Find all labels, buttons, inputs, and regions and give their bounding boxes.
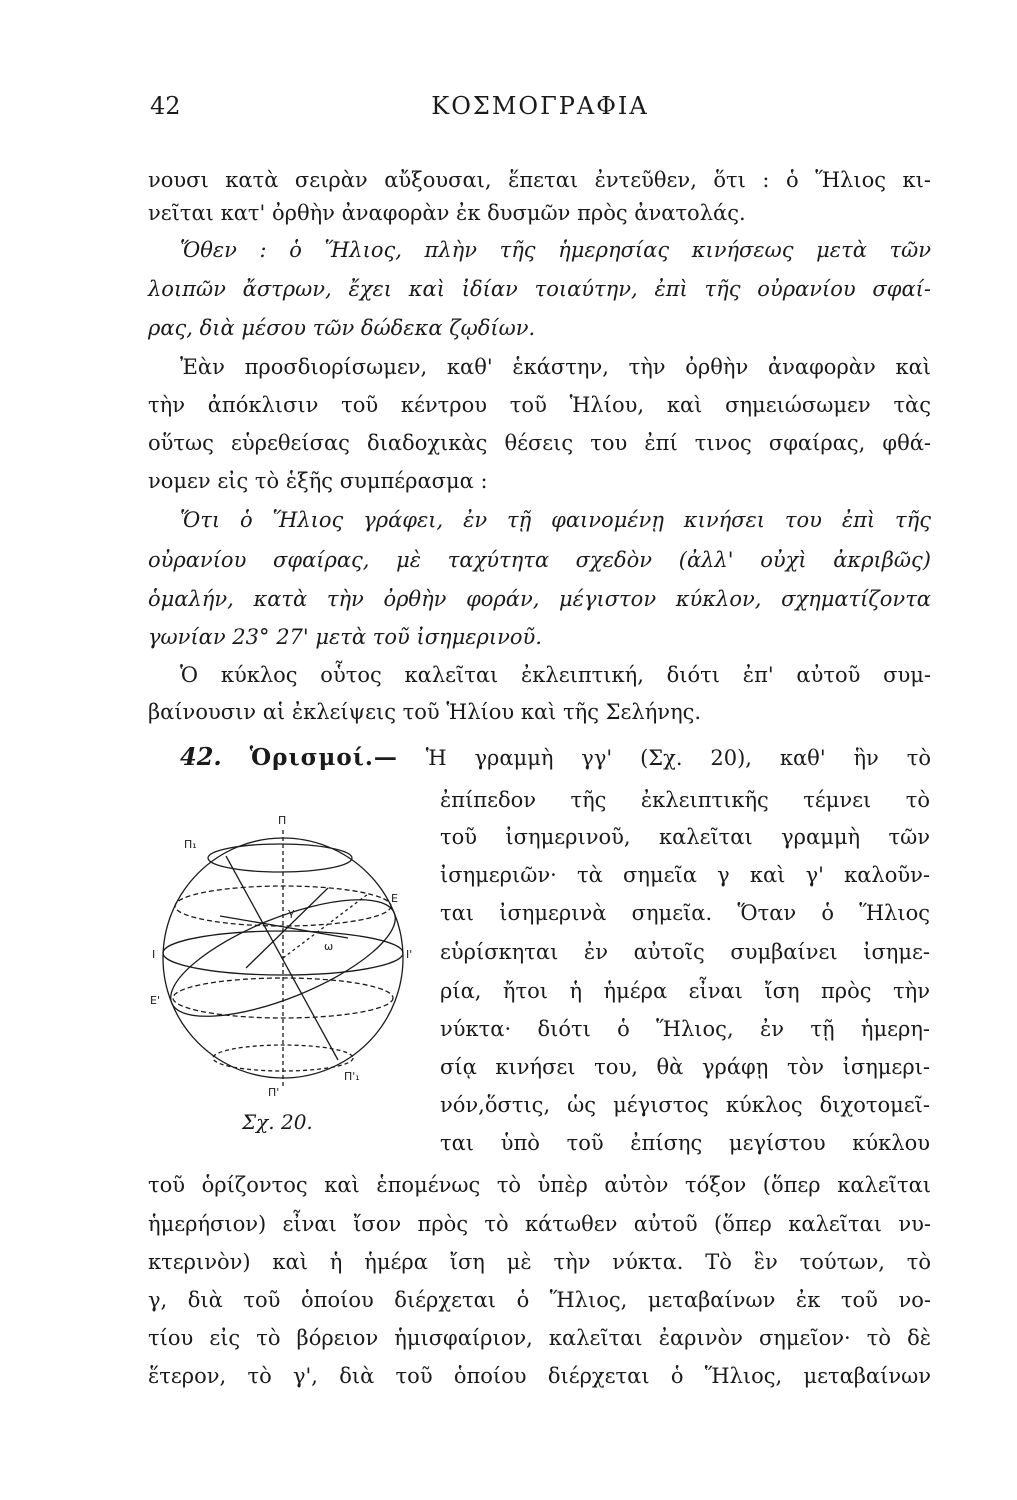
text-line: τίου εἰς τὸ βόρειον ἡμισφαίριον, καλεῖται ἐαρινὸν σημεῖον· τὸ δὲ <box>148 1326 931 1350</box>
page-header <box>150 92 930 132</box>
label-p: Π <box>278 814 287 827</box>
text-line: σίᾳ κινήσει του, θὰ γράφῃ τὸν ἰσημερι- <box>440 1055 930 1079</box>
section-title: Ὁρισμοί.— <box>249 744 398 771</box>
section-heading-line <box>180 742 931 773</box>
label-e: Ε <box>391 892 398 905</box>
label-p-prime: Π' <box>268 1086 280 1098</box>
text-line: βαίνουσιν αἱ ἐκλείψεις τοῦ Ἡλίου καὶ τῆς Σελήνης. <box>148 700 702 724</box>
text-line: Ὅτι ὁ Ἥλιος γράφει, ἐν τῇ φαινομένῃ κινήσει του ἐπὶ τῆς <box>180 508 931 532</box>
label-i-prime: Ι' <box>406 948 413 961</box>
text-line: οὐρανίου σφαίρας, μὲ ταχύτητα σχεδὸν (ἀλλ' οὐχὶ ἀκριβῶς) <box>148 548 931 572</box>
section-number: 42. <box>180 742 222 771</box>
label-e-prime: Ε' <box>150 994 160 1007</box>
text-line: Ἐὰν προσδιορίσωμεν, καθ' ἑκάστην, τὴν ὀρθὴν ἀναφορὰν καὶ <box>180 355 931 379</box>
text-line: ἕτερον, τὸ γ', διὰ τοῦ ὁποίου διέρχεται ὁ Ἥλιος, μεταβαίνων <box>148 1364 931 1388</box>
text-line: Ὅθεν : ὁ Ἥλιος, πλὴν τῆς ἡμερησίας κινήσεως μετὰ τῶν <box>180 238 931 262</box>
text-line: ἐπίπεδον τῆς ἐκλειπτικῆς τέμνει τὸ <box>440 788 930 812</box>
text-line: οὕτως εὑρεθείσας διαδοχικὰς θέσεις του ἐπί τινος σφαίρας, φθά- <box>148 431 931 455</box>
text-line: λοιπῶν ἄστρων, ἔχει καὶ ἰδίαν τοιαύτην, ἐπὶ τῆς οὐρανίου σφαί- <box>148 277 931 301</box>
running-title: ΚΟΣΜΟΓΡΑΦΙΑ <box>431 92 649 120</box>
figure-caption: Σχ. 20. <box>242 1110 313 1134</box>
text-line: ἰσημεριῶν· τὰ σημεῖα γ καὶ γ' καλοῦν- <box>440 863 930 887</box>
upper-circle <box>208 844 352 872</box>
ecliptic-circle <box>175 886 391 926</box>
text-line: νομεν εἰς τὸ ἑξῆς συμπέρασμα : <box>148 469 488 493</box>
chord-line <box>220 916 348 938</box>
label-gamma: γ <box>288 906 295 919</box>
text-line: γ, διὰ τοῦ ὁποίου διέρχεται ὁ Ἥλιος, μεταβαίνων ἐκ τοῦ νο- <box>148 1288 931 1312</box>
text-line: ὁμαλήν, κατὰ τὴν ὀρθὴν φοράν, μέγιστον κύκλον, σχηματίζοντα <box>148 587 931 611</box>
text-line: εὑρίσκηται ἐν αὐτοῖς συμβαίνει ἰσημε- <box>440 940 930 964</box>
radius-line <box>246 888 328 968</box>
text-line: νουσι κατὰ σειρὰν αὔξουσαι, ἕπεται ἐντεῦθεν, ὅτι : ὁ Ἥλιος κι- <box>148 168 931 192</box>
text-line: ται ὑπὸ τοῦ ἐπίσης μεγίστου κύκλου <box>440 1131 930 1155</box>
text-line: ρας, διὰ μέσου τῶν δώδεκα ζῳδίων. <box>148 316 536 340</box>
text-line: ἡμερήσιον) εἶναι ἴσον πρὸς τὸ κάτωθεν αὐτοῦ (ὅπερ καλεῖται νυ- <box>148 1212 931 1236</box>
text-line: νεῖται κατ' ὀρθὴν ἀναφορὰν ἐκ δυσμῶν πρὸς ἀνατολάς. <box>148 201 746 225</box>
label-p1: Π₁ <box>184 838 197 851</box>
text-line: νύκτα· διότι ὁ Ἥλιος, ἐν τῇ ἡμερη- <box>440 1017 930 1041</box>
text-line: κτερινὸν) καὶ ἡ ἡμέρα ἴση μὲ τὴν νύκτα. Τὸ ἓν τούτων, τὸ <box>148 1250 931 1274</box>
celestial-sphere-figure <box>148 808 418 1098</box>
label-p1-prime: Π'₁ <box>344 1070 360 1083</box>
text-line: Ὁ κύκλος οὗτος καλεῖται ἐκλειπτική, διότι ἐπ' αὐτοῦ συμ- <box>180 663 931 687</box>
label-omega: ω <box>324 940 334 953</box>
text-line: νόν,ὅστις, ὡς μέγιστος κύκλος διχοτομεῖ- <box>440 1093 930 1117</box>
text-line: ται ἰσημερινὰ σημεῖα. Ὅταν ὁ Ἥλιος <box>440 901 930 925</box>
text-line: τὴν ἀπόκλισιν τοῦ κέντρου τοῦ Ἡλίου, καὶ σημειώσωμεν τὰς <box>148 393 931 417</box>
text-line: ρία, ἤτοι ἡ ἡμέρα εἶναι ἴση πρὸς τὴν <box>440 979 930 1003</box>
label-i: Ι <box>152 948 156 961</box>
text-line: τοῦ ἰσημερινοῦ, καλεῖται γραμμὴ τῶν <box>440 825 930 849</box>
text-line: γωνίαν 23° 27' μετὰ τοῦ ἰσημερινοῦ. <box>148 625 542 649</box>
section-first-line: Ἡ γραμμὴ γγ' (Σχ. 20), καθ' ἣν τὸ <box>425 746 931 770</box>
page-number: 42 <box>150 92 181 120</box>
celestial-sphere-diagram <box>148 808 418 1098</box>
text-line: τοῦ ὁρίζοντος καὶ ἑπομένως τὸ ὑπὲρ αὐτὸν τόξον (ὅπερ καλεῖται <box>148 1173 931 1197</box>
